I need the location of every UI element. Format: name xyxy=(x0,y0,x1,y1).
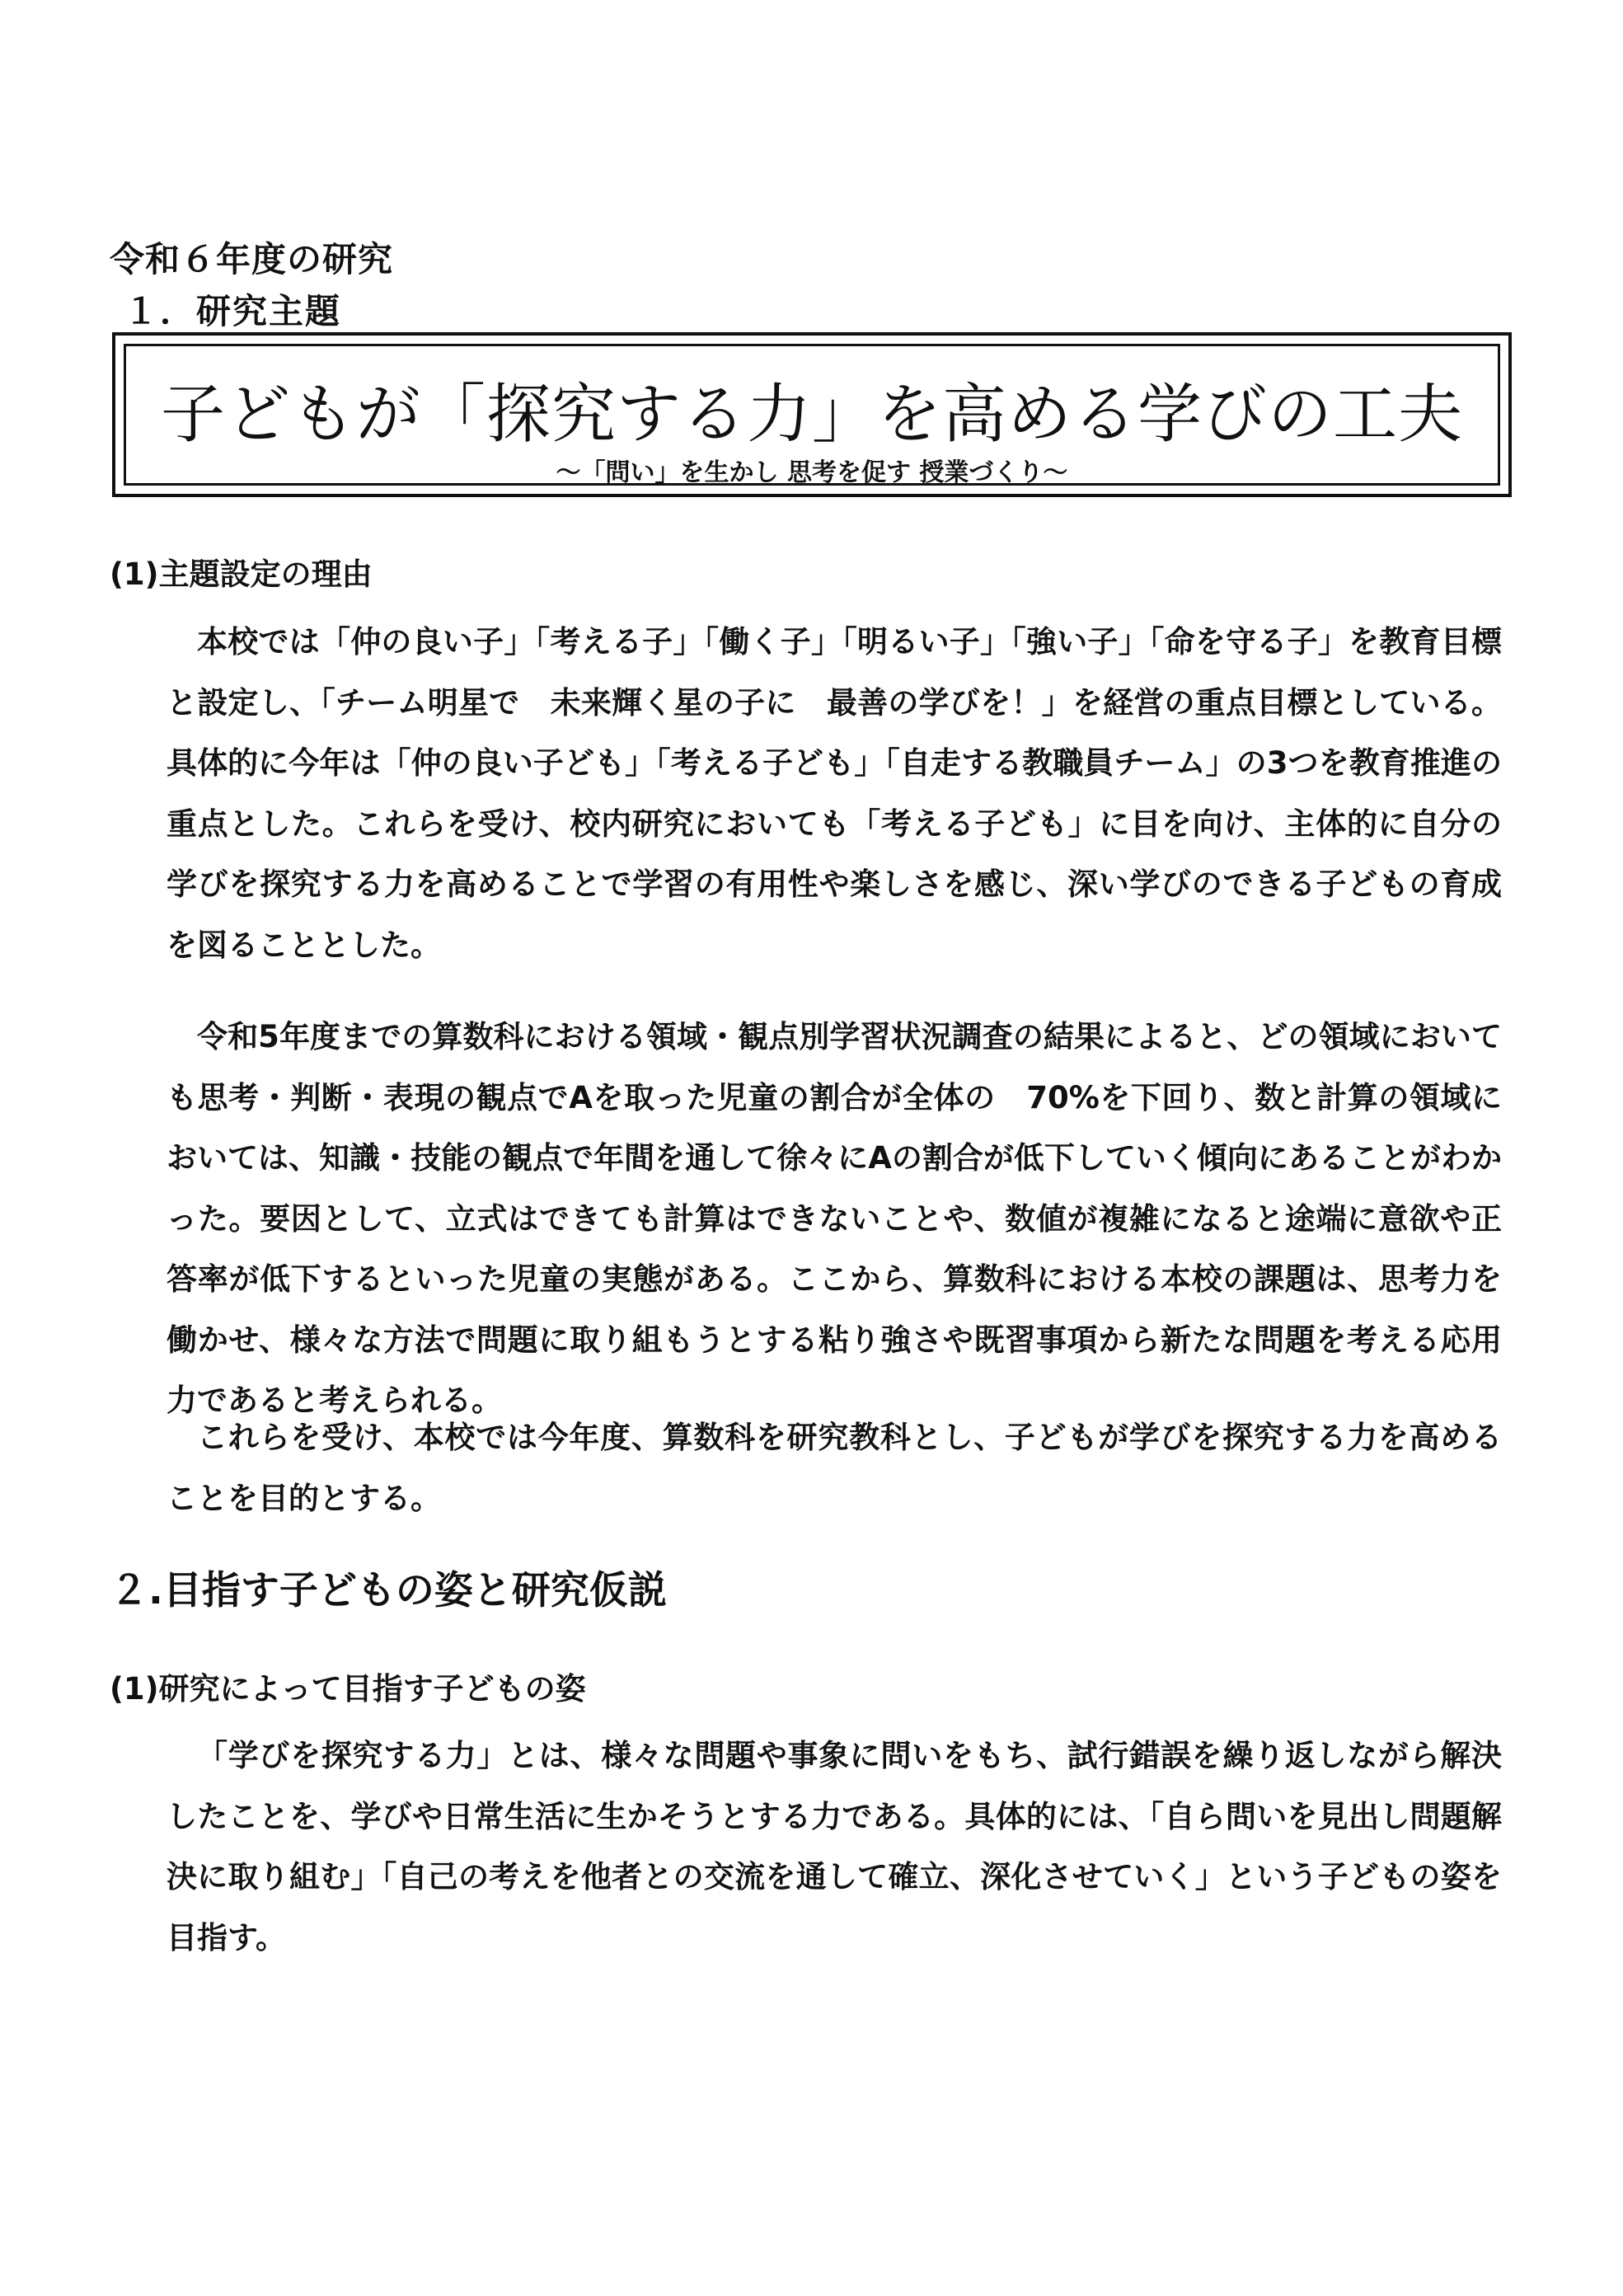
target-child-paragraph: 「学びを探究する力」とは、様々な問題や事象に問いをもち、試行錯誤を繰り返しながら解決したことを、学びや日常生活に生かそうとする力である。具体的には、「自ら問いを見出し問題解決に取り組む」「自己の考えを他者との交流を通して確立、深化させていく」という子どもの姿を目指す。 xyxy=(167,1738,1502,1956)
year-title: 令和６年度の研究 xyxy=(110,239,394,279)
target-child-heading: (1)研究によって目指す子どもの姿 xyxy=(110,1671,586,1707)
theme-title: 子どもが「探究する力」を高める学びの工夫 xyxy=(160,378,1463,452)
theme-subtitle: ～「問い」を生かし 思考を促す 授業づくり～ xyxy=(556,458,1068,487)
theme-box-inner-border xyxy=(124,344,1500,486)
reason-paragraph-1: 本校では「仲の良い子」「考える子」「働く子」「明るい子」「強い子」「命を守る子」を教育目標と設定し、「チーム明星で 未来輝く星の子に 最善の学びを！」を経営の重点目標としている。具体的に今年は「仲の良い子ども」「考える子ども」「自走する教職員チーム」の3つを教育推進の重点とした。これらを受け、校内研究においても「考える子ども」に目を向け、主体的に自分の学びを探究する力を高めることで学習の有用性や楽しさを感じ、深い学びのできる子どもの育成を図ることとした。 xyxy=(167,624,1502,963)
theme-box xyxy=(112,332,1512,497)
section-2-heading: ２.目指す子どもの姿と研究仮説 xyxy=(110,1568,667,1613)
section-1-heading: １．研究主題 xyxy=(124,291,342,331)
reason-paragraph-2: 令和5年度までの算数科における領域・観点別学習状況調査の結果によると、どの領域においても思考・判断・表現の観点でAを取った児童の割合が全体の 70%を下回り、数と計算の領域においては、知識・技能の観点で年間を通して徐々にAの割合が低下していく傾向にあることがわかった。要因として、立式はできても計算はできないことや、数値が複雑になると途端に意欲や正答率が低下するといった児童の実態がある。ここから、算数科における本校の課題は、思考力を働かせ、様々な方法で問題に取り組もうとする粘り強さや既習事項から新たな問題を考える応用力であると考えられる。 xyxy=(167,1019,1502,1418)
reason-heading: (1)主題設定の理由 xyxy=(110,556,373,592)
reason-paragraph-3: これらを受け、本校では今年度、算数科を研究教科とし、子どもが学びを探究する力を高めることを目的とする。 xyxy=(167,1420,1502,1516)
